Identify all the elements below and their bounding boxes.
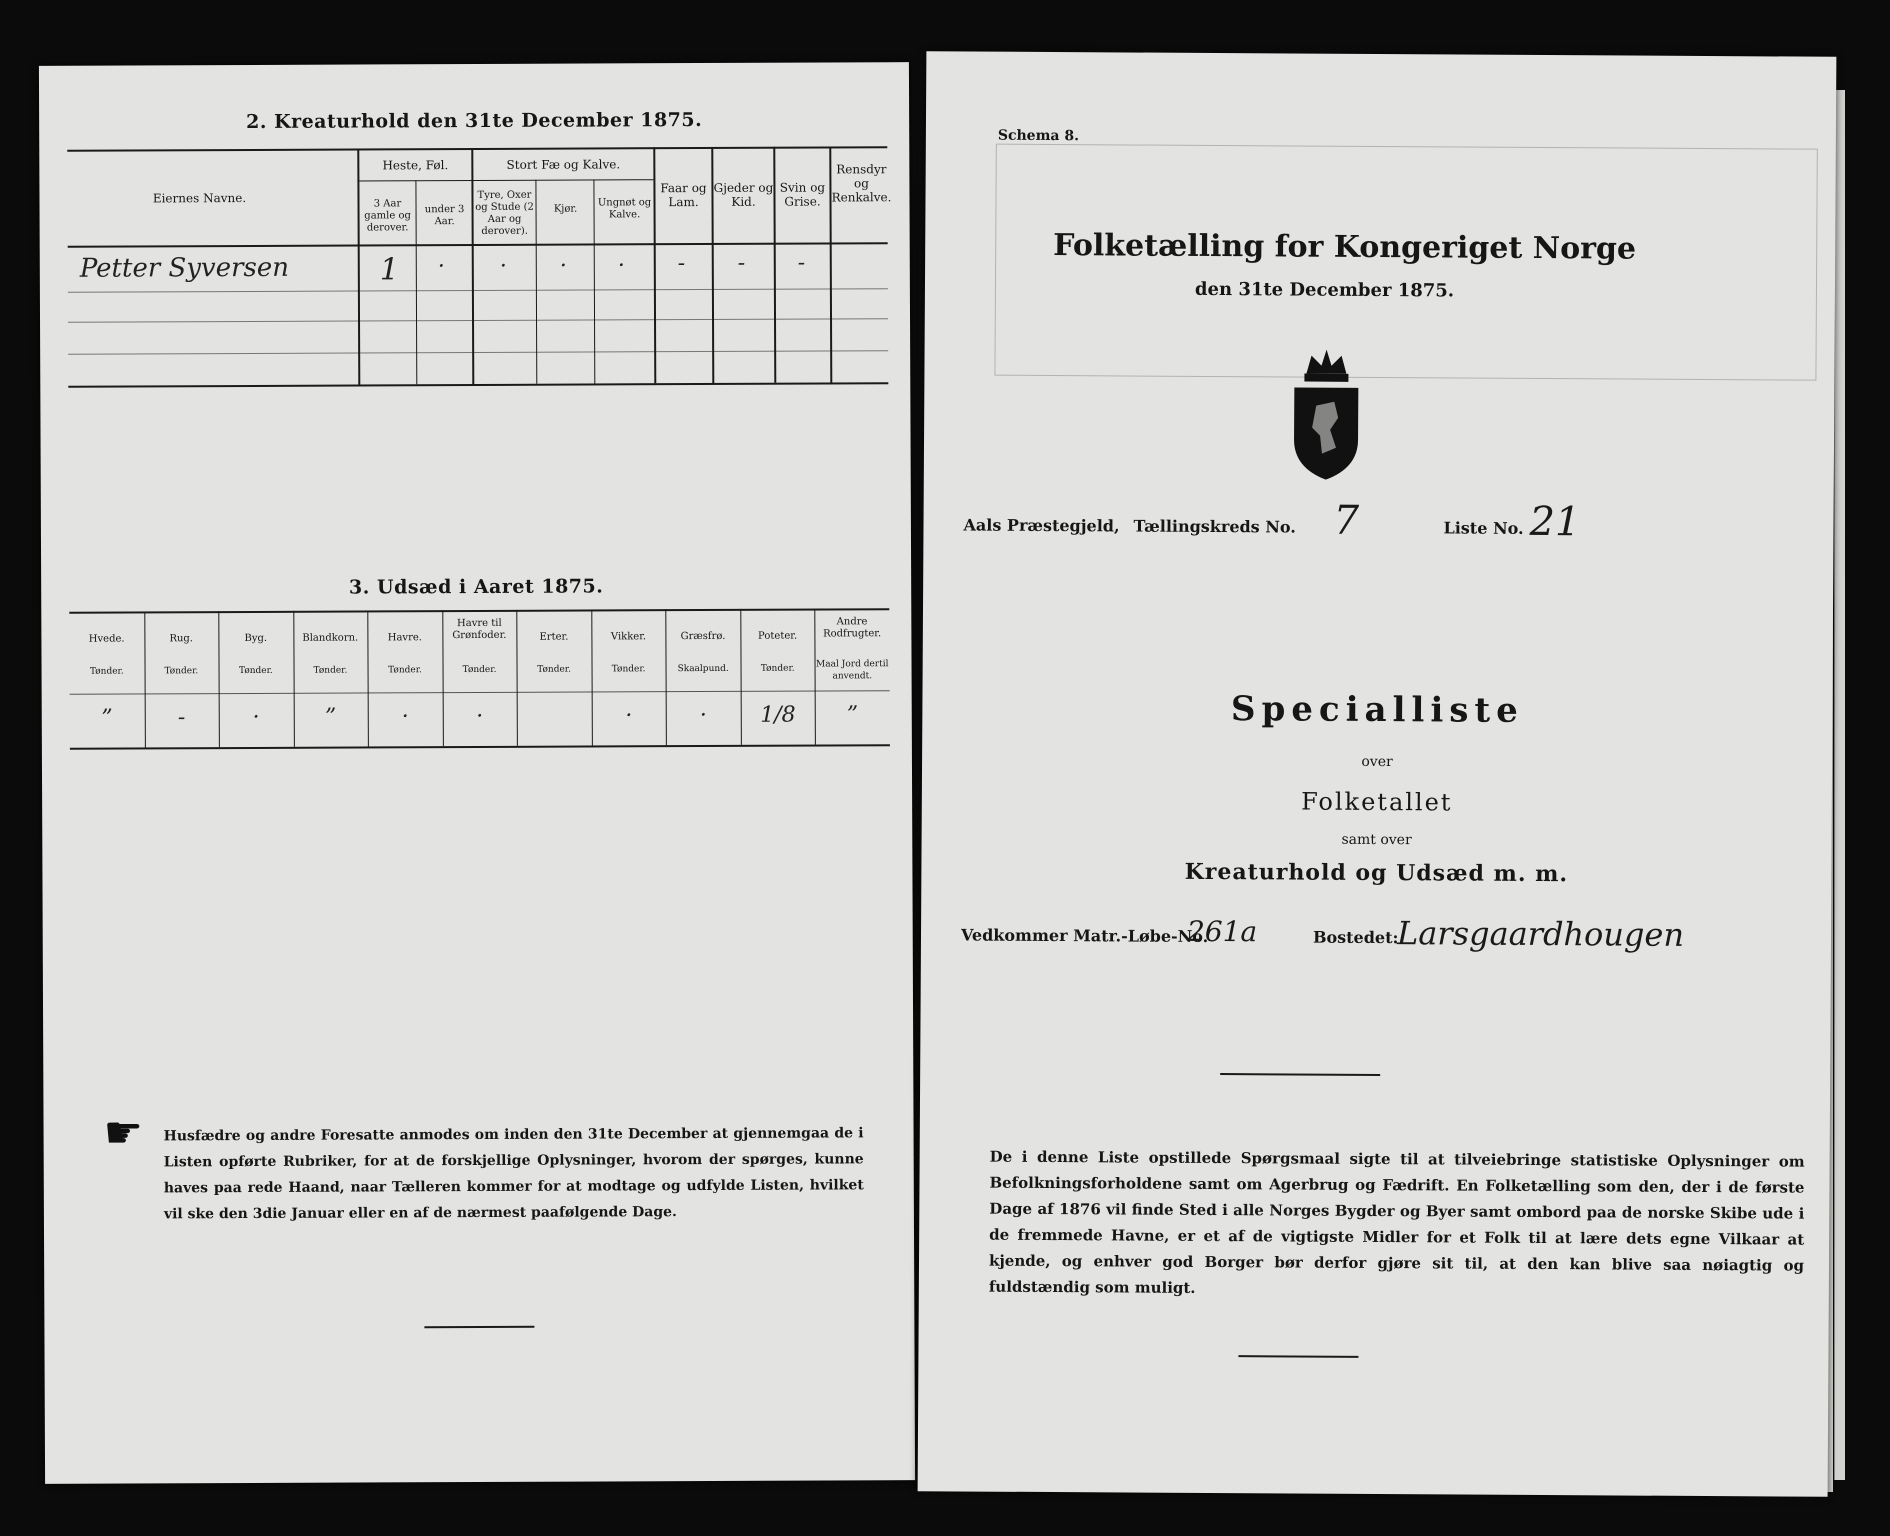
folketallet-label: Folketallet <box>1301 787 1453 817</box>
udsaed-unit-8: Skaalpund. <box>677 663 729 675</box>
udsaed-value-3: ” <box>324 704 337 730</box>
horses-young-cell: · <box>437 254 445 280</box>
norwegian-coat-of-arms-icon <box>1276 343 1377 484</box>
list-label: Liste No. <box>1443 518 1524 538</box>
matr-label: Vedkommer Matr.-Løbe-No. <box>960 925 1209 946</box>
table-rule <box>70 690 890 695</box>
udsaed-value-2: · <box>252 704 260 730</box>
left-page <box>39 62 915 1484</box>
udsaed-header-5: Havre til Grønfoder. <box>452 617 507 642</box>
table-vrule <box>471 148 474 384</box>
udsaed-header-4: Havre. <box>387 632 422 644</box>
header-horses: Heste, Føl. <box>382 158 449 173</box>
udsaed-unit-5: Tønder. <box>462 664 497 676</box>
udsaed-value-4: · <box>401 704 409 730</box>
list-number: 21 <box>1529 498 1581 546</box>
closing-rule <box>424 1326 534 1328</box>
table-rule <box>68 318 888 323</box>
udsaed-unit-3: Tønder. <box>313 665 348 676</box>
udsaed-unit-7: Tønder. <box>611 664 646 675</box>
table-rule <box>357 179 653 181</box>
cattle-cows-cell: · <box>559 253 567 279</box>
right-page <box>918 51 1837 1497</box>
samt-over-label: samt over <box>1341 831 1412 849</box>
udsaed-header-10: Andre Rodfrugter. <box>823 616 882 640</box>
udsaed-unit-9: Tønder. <box>760 663 795 674</box>
udsaed-unit-2: Tønder. <box>238 665 273 677</box>
kreaturhold-label: Kreaturhold og Udsæd m. m. <box>1184 858 1569 888</box>
udsaed-unit-0: Tønder. <box>89 666 124 677</box>
udsaed-header-6: Erter. <box>539 631 569 643</box>
circuit-number: 7 <box>1333 497 1360 544</box>
table-rule <box>68 242 888 248</box>
header-cattle: Stort Fæ og Kalve. <box>506 157 621 172</box>
header-pigs: Svin og Grise. <box>779 180 826 209</box>
table-vrule <box>357 149 360 385</box>
page-edge <box>1834 90 1845 1480</box>
pointing-hand-icon: ☛ <box>103 1107 144 1159</box>
census-subtitle: den 31te December 1875. <box>1194 278 1455 302</box>
header-sheep: Faar og Lam. <box>660 180 707 210</box>
udsaed-header-7: Vikker. <box>610 631 647 643</box>
header-cattle-young: Ungnøt og Kalve. <box>597 197 652 221</box>
header-owner-name: Eiernes Navne. <box>152 191 247 206</box>
table-rule <box>70 744 890 750</box>
notice-text: Husfædre og andre Foresatte anmodes om inden den 31te December at gjennemgaa de i Listen opførte Rubriker, for at de forskjellige Oplysninger, hvorom der spørges, kunne haves paa rede Haand, naar Tælleren kommer for at modtage og udfylde Listen, hvilket vil ske den 3die Januar eller en af de nærmest paafølgende Dage. <box>163 1125 864 1223</box>
cattle-young-cell: · <box>617 253 625 279</box>
table-rule <box>69 608 889 614</box>
header-cattle-cows: Kjør. <box>553 203 578 215</box>
udsaed-unit-4: Tønder. <box>388 665 422 676</box>
udsaed-header-3: Blandkorn. <box>302 632 359 644</box>
udsaed-value-9: 1/8 <box>760 702 796 728</box>
udsaed-value-10: ” <box>846 702 859 728</box>
udsaed-header-0: Hvede. <box>88 633 125 645</box>
section2-title: 2. Kreaturhold den 31te December 1875. <box>246 109 703 134</box>
table-rule <box>67 146 887 152</box>
over-label: over <box>1361 753 1393 771</box>
header-horses-adult: 3 Aar gamle og derover. <box>364 198 411 234</box>
closing-rule <box>1238 1355 1358 1358</box>
udsaed-header-9: Poteter. <box>758 630 798 642</box>
udsaed-unit-6: Tønder. <box>537 664 571 675</box>
parish-label: Aals Præstegjeld, <box>963 515 1120 536</box>
table-rule <box>68 382 888 388</box>
bosted-label: Bostedet: <box>1312 927 1399 948</box>
circuit-label: Tællingskreds No. <box>1133 516 1296 537</box>
header-goats: Gjeder og Kid. <box>713 180 774 209</box>
matr-number: 261a <box>1186 914 1258 949</box>
udsaed-unit-1: Tønder. <box>164 666 199 677</box>
udsaed-unit-10: Maal Jord dertil anvendt. <box>816 659 889 682</box>
header-cattle-bulls: Tyre, Oxer og Stude (2 Aar og derover). <box>475 189 534 237</box>
section3-title: 3. Udsæd i Aaret 1875. <box>348 575 604 599</box>
header-horses-young: under 3 Aar. <box>424 204 465 228</box>
table-rule <box>68 350 888 355</box>
udsaed-value-5: · <box>476 703 484 730</box>
udsaed-value-7: · <box>625 703 633 729</box>
sheep-cell: - <box>677 251 686 277</box>
separator-rule <box>1220 1073 1380 1076</box>
udsaed-header-1: Rug. <box>169 633 194 645</box>
pigs-cell: - <box>797 250 806 276</box>
intro-paragraph: De i denne Liste opstillede Spørgsmaal sigte til at tilveiebringe statistiske Oplysninger om Befolkningsforholdene samt om Agerbrug og Fædrift. En Folketælling som den, der i de første Dage af 1876 vil finde Sted i alle Norges Bygder og Byer samt ombord paa de norske Skibe ude i de fremmede Havne, er et af de vigtigste Midler for et Folk til at lære dets egne Vilkaar at kjende, og enhver god Borger bør derfor gjøre sit til, at den kan blive saa nøiagtig og fuldstændig som muligt. <box>988 1147 1805 1297</box>
specialliste-title: Specialliste <box>1230 689 1524 731</box>
udsaed-value-8: · <box>699 702 707 729</box>
goats-cell: - <box>737 250 746 276</box>
header-reindeer: Rensdyr og Renkalve. <box>831 162 892 205</box>
cattle-bulls-cell: · <box>499 253 507 279</box>
table-rule <box>68 288 888 293</box>
udsaed-value-1: - <box>177 705 186 731</box>
census-title: Folketælling for Kongeriget Norge <box>1053 228 1637 267</box>
owner-name-cell: Petter Syversen <box>79 252 290 284</box>
udsaed-header-8: Græsfrø. <box>680 630 726 643</box>
udsaed-header-2: Byg. <box>244 632 268 645</box>
udsaed-value-0: ” <box>101 705 113 731</box>
horses-adult-cell: 1 <box>379 252 399 288</box>
schema-label: Schema 8. <box>997 127 1080 145</box>
bosted-value: Larsgaardhougen <box>1396 914 1685 954</box>
